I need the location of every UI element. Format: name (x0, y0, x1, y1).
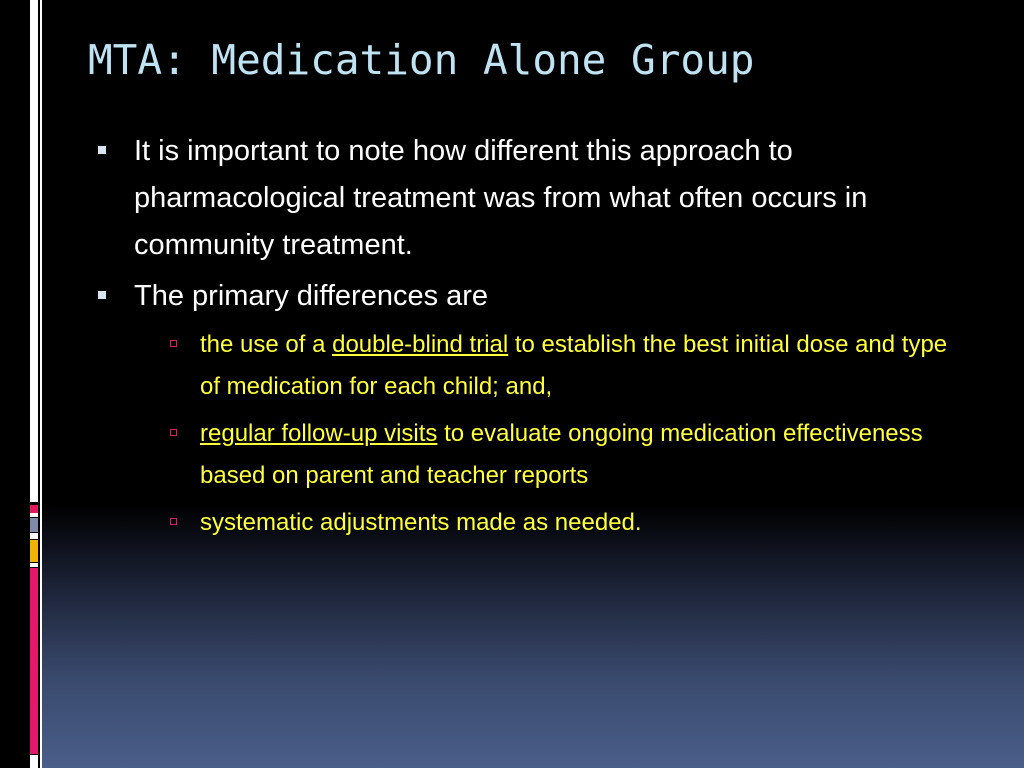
sub-bullet-item (170, 324, 970, 408)
square-bullet-icon (98, 146, 106, 154)
decor-bar-red (30, 505, 38, 513)
decor-bar-white (30, 755, 38, 768)
sub-bullet-item (170, 502, 970, 544)
hollow-square-bullet-icon (170, 518, 177, 525)
left-band-divider (40, 0, 42, 768)
decor-bar-white (30, 533, 38, 539)
decor-bar-pink (30, 568, 38, 754)
sub-bullet-suffix: to establish the best initial dose and type of medication for each child; and, (200, 331, 948, 400)
decor-bar-white (30, 513, 38, 517)
bullet-text: The primary differences are (134, 280, 489, 312)
decor-bar-gray (30, 518, 38, 532)
sub-bullet-item (170, 413, 970, 497)
decor-bar-white (30, 0, 38, 502)
hollow-square-bullet-icon (170, 340, 177, 347)
square-bullet-icon (98, 291, 106, 299)
decor-bar-white (30, 563, 38, 567)
bullet-text: It is important to note how different this approach to pharmacological treatment was from what often occurs in community treatment. (134, 135, 868, 261)
slide-title: MTA: Medication Alone Group (88, 36, 755, 84)
sub-bullet-text: systematic adjustments made as needed. (200, 509, 642, 536)
slide-body (96, 128, 996, 549)
hollow-square-bullet-icon (170, 429, 177, 436)
bullet-item (96, 273, 996, 320)
regular-follow-up-visits-link[interactable]: regular follow-up visits (200, 420, 438, 447)
bullet-item (96, 128, 996, 269)
sub-bullet-suffix: to evaluate ongoing medication effectiveness based on parent and teacher reports (200, 420, 923, 489)
double-blind-trial-link[interactable]: double-blind trial (332, 331, 509, 358)
sub-bullet-prefix: the use of a (200, 331, 333, 358)
decor-bar-yellow (30, 540, 38, 562)
